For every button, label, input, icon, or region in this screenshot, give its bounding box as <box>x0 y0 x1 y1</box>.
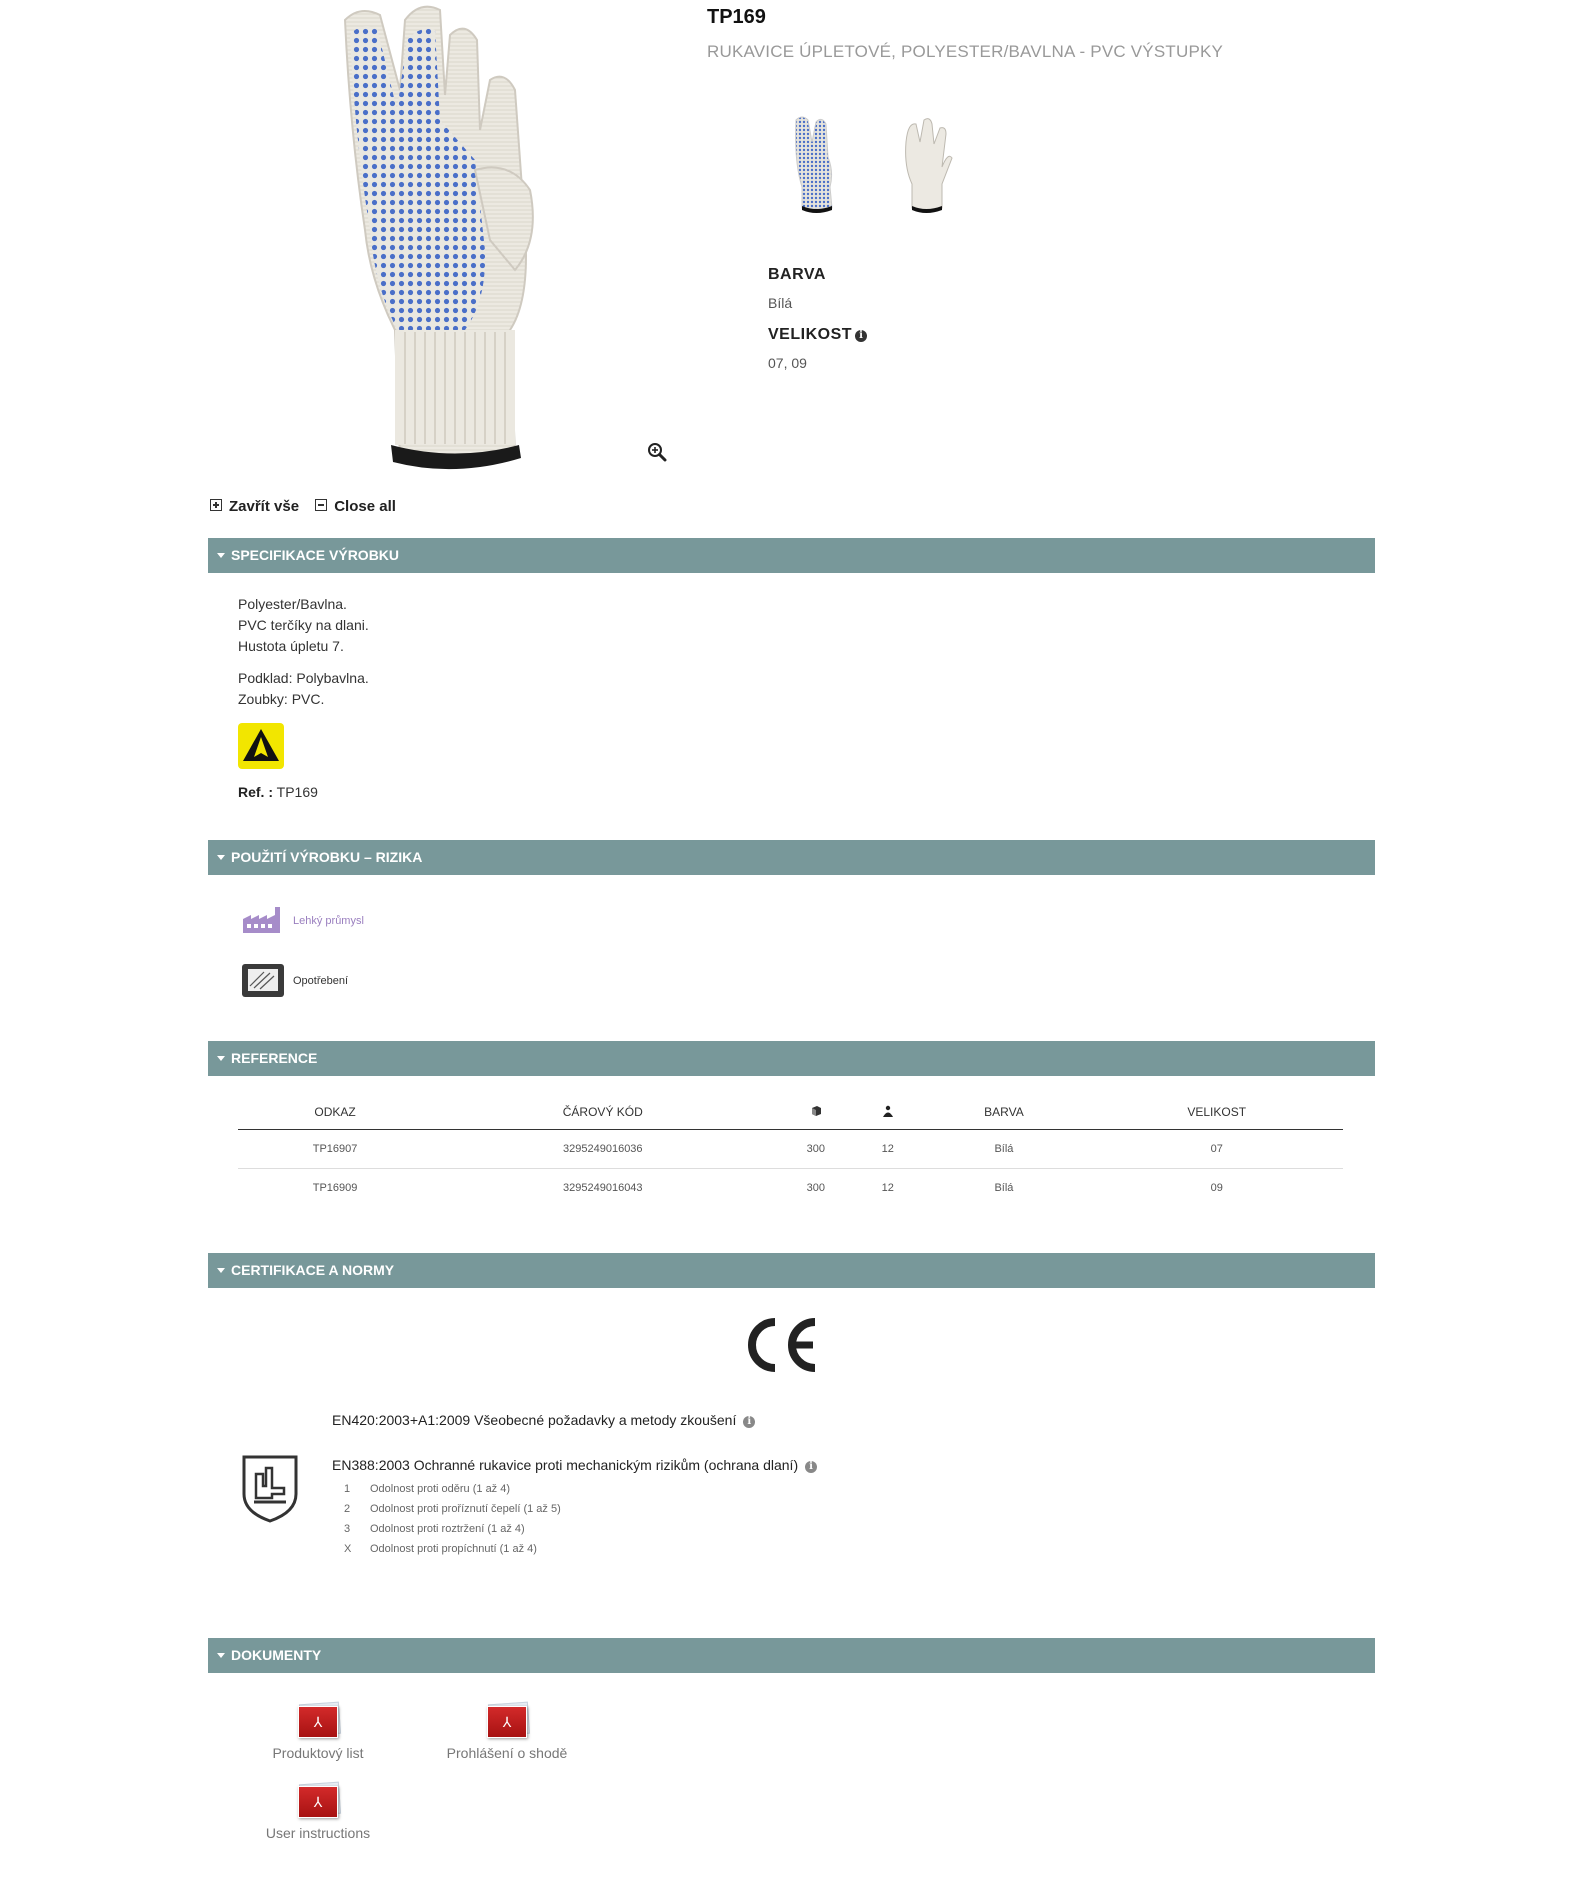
factory-icon <box>242 905 284 940</box>
caret-down-icon <box>217 1056 225 1061</box>
brand-logo-icon <box>238 723 284 774</box>
spec-materials: Polyester/Bavlna. PVC terčíky na dlani. Hustota úpletu 7. <box>238 596 369 654</box>
section-header-documents[interactable]: DOKUMENTY <box>208 1638 1375 1673</box>
expand-icon[interactable] <box>210 499 222 511</box>
spec-details: Podklad: Polybavlna. Zoubky: PVC. <box>238 670 369 707</box>
col-ref: ODKAZ <box>238 1095 432 1130</box>
person-icon <box>882 1105 894 1117</box>
attr-size <box>768 326 867 344</box>
thumbnail-palm[interactable] <box>790 112 840 219</box>
expand-all-link[interactable]: Zavřít vše <box>229 498 300 515</box>
caret-down-icon <box>217 1268 225 1273</box>
caret-down-icon <box>217 1653 225 1658</box>
attr-color-value: Bílá <box>768 295 793 311</box>
doc-declaration[interactable]: ⅄ Prohlášení o shodě <box>427 1703 587 1761</box>
doc-user-instructions[interactable]: ⅄ User instructions <box>238 1783 398 1841</box>
info-icon[interactable]: i <box>855 330 867 342</box>
product-name: RUKAVICE ÚPLETOVÉ, POLYESTER/BAVLNA - PVC VÝSTUPKY <box>707 42 1224 61</box>
table-row: TP16909 3295249016043 300 12 Bílá 09 <box>312 1182 1223 1194</box>
usage-wear: Opotřebení <box>293 975 349 987</box>
en388-levels: 1 Odolnost proti oděru (1 až 4) 2 Odolnost proti proříznutí čepelí (1 až 5) 3 Odolnost proti roztržení (1 až 4) X Odolnost proti propíchnutí (1 až 4) <box>344 1483 561 1555</box>
section-header-certification[interactable]: CERTIFIKACE A NORMY <box>208 1253 1375 1288</box>
col-size: VELIKOST <box>1090 1095 1343 1130</box>
attr-color-label: BARVA <box>768 266 826 283</box>
pdf-icon: ⅄ <box>296 1703 340 1737</box>
col-pack <box>858 1095 917 1130</box>
reference-table <box>238 1095 1343 1207</box>
shield-glove-icon <box>241 1454 299 1529</box>
section-header-usage[interactable]: POUŽITÍ VÝROBKU – RIZIKA <box>208 840 1375 875</box>
caret-down-icon <box>217 553 225 558</box>
pdf-icon: ⅄ <box>296 1783 340 1817</box>
norm-en388: EN388:2003 Ochranné rukavice proti mechanickým rizikům (ochrana dlaní) i <box>332 1457 817 1473</box>
info-icon[interactable]: i <box>805 1461 817 1473</box>
caret-down-icon <box>217 855 225 860</box>
section-header-spec[interactable]: SPECIFIKACE VÝROBKU <box>208 538 1375 573</box>
col-box <box>773 1095 858 1130</box>
collapse-icon[interactable] <box>315 499 327 511</box>
section-header-reference[interactable]: REFERENCE <box>208 1041 1375 1076</box>
toggle-bar <box>210 498 408 515</box>
norm-en420: EN420:2003+A1:2009 Všeobecné požadavky a metody zkoušení i <box>332 1412 755 1428</box>
pdf-icon: ⅄ <box>485 1703 529 1737</box>
info-icon[interactable]: i <box>743 1416 755 1428</box>
thumbnail-back[interactable] <box>898 112 953 219</box>
product-main-image[interactable] <box>325 0 555 480</box>
table-row: TP16907 3295249016036 300 12 Bílá 07 <box>238 1130 1343 1169</box>
col-color: BARVA <box>917 1095 1090 1130</box>
doc-product-sheet[interactable]: ⅄ Produktový list <box>238 1703 398 1761</box>
close-all-link[interactable]: Close all <box>334 498 396 515</box>
zoom-in-icon[interactable] <box>647 442 667 467</box>
usage-light-industry: Lehký průmysl <box>293 915 364 927</box>
attr-size-value: 07, 09 <box>768 355 807 371</box>
ce-mark-icon <box>745 1318 819 1377</box>
product-code: TP169 <box>707 6 766 28</box>
attr-size-label: VELIKOST <box>768 326 853 343</box>
col-barcode: ČÁROVÝ KÓD <box>432 1095 773 1130</box>
wear-icon <box>242 964 284 1002</box>
box-icon <box>810 1105 822 1117</box>
spec-ref: Ref. : TP169 <box>238 784 318 800</box>
